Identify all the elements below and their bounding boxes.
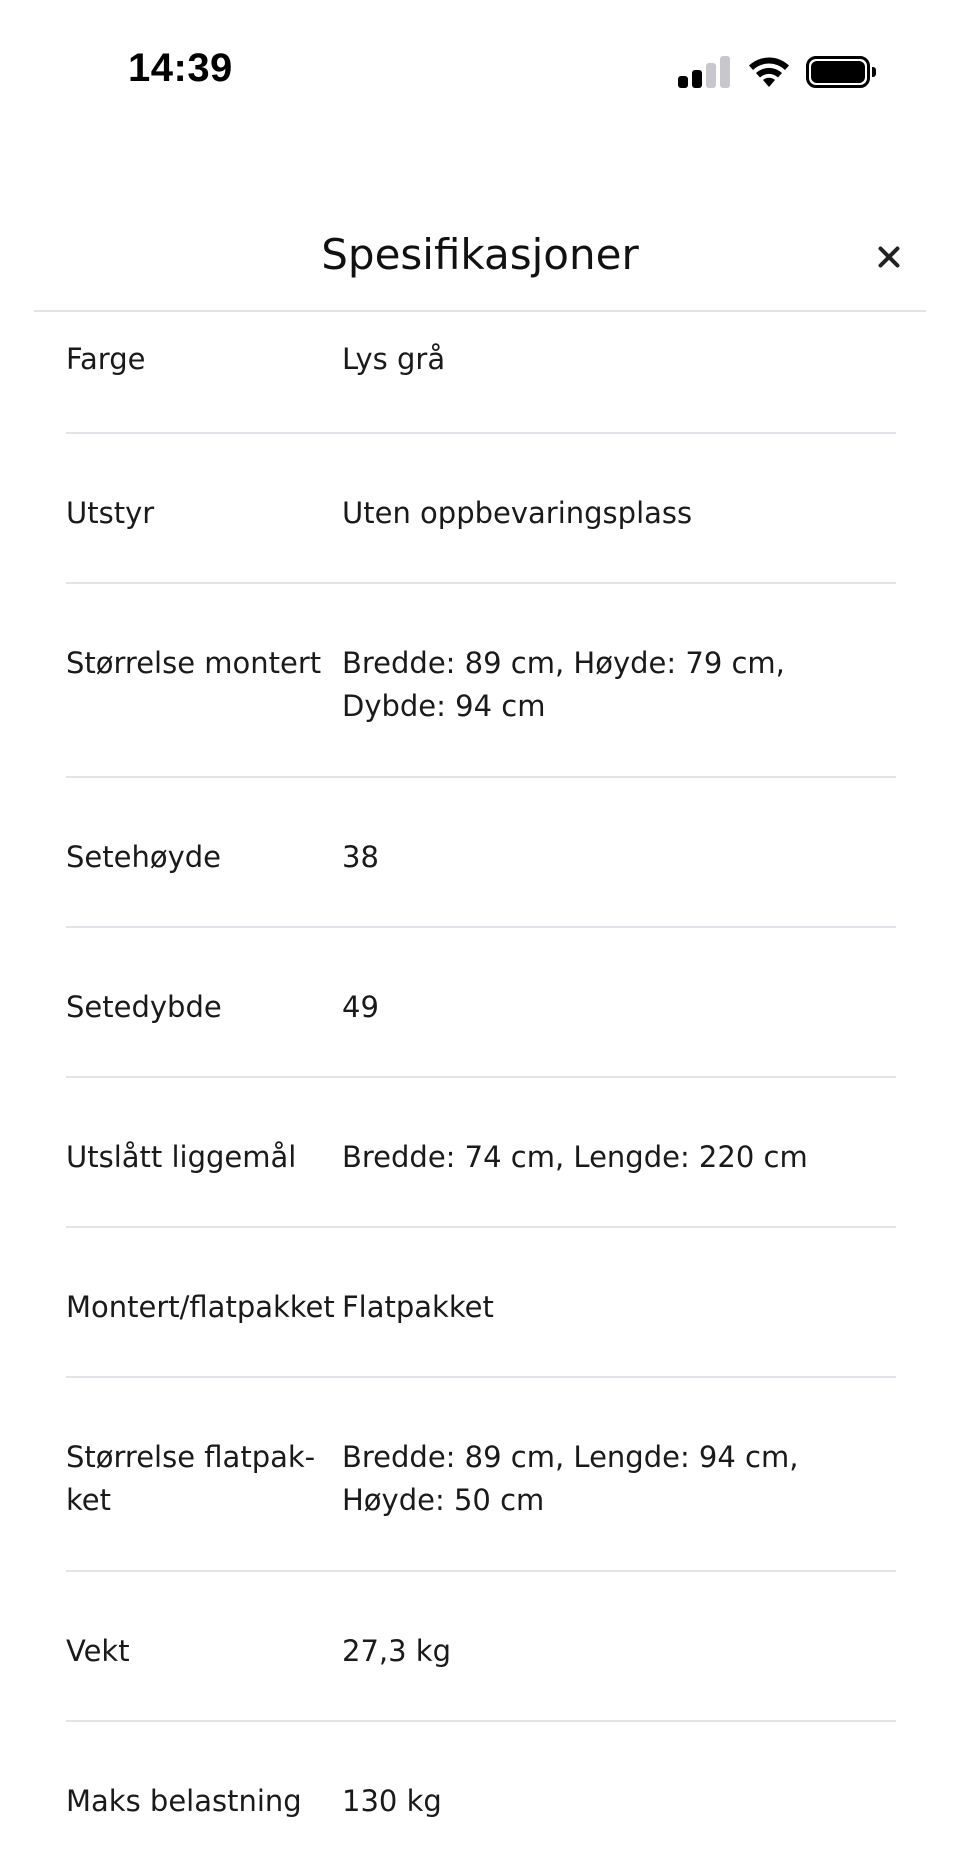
spec-label: Maks belastning	[66, 1784, 302, 1818]
spec-label: Utslått liggemål	[66, 1140, 297, 1174]
modal-header	[34, 200, 926, 312]
spec-row	[66, 778, 896, 928]
spec-label: Størrelse montert	[66, 646, 322, 680]
spec-value: 49	[342, 990, 379, 1024]
status-time: 14:39	[128, 46, 233, 90]
page-title: Spesifikasjoner	[321, 230, 639, 279]
spec-row	[66, 1378, 896, 1572]
spec-row	[66, 1722, 896, 1842]
spec-row	[66, 314, 896, 434]
spec-value: 38	[342, 840, 379, 874]
spec-row	[66, 584, 896, 778]
spec-row	[66, 1228, 896, 1378]
spec-row	[66, 928, 896, 1078]
battery-icon	[806, 56, 876, 88]
spec-label: Utstyr	[66, 496, 155, 530]
spec-row	[66, 434, 896, 584]
spec-label: Farge	[66, 342, 146, 376]
spec-label: Setedybde	[66, 990, 222, 1024]
close-icon[interactable]	[872, 240, 906, 274]
status-icons	[678, 52, 876, 88]
spec-label: Setehøyde	[66, 840, 221, 874]
cellular-signal-icon	[678, 56, 732, 88]
spec-value: Lys grå	[342, 342, 446, 376]
spec-label: Størrelse flatpakket	[66, 1440, 316, 1517]
spec-row	[66, 1078, 896, 1228]
spec-row	[66, 1572, 896, 1722]
spec-label: Montert/flatpakket	[66, 1290, 335, 1324]
spec-value: Bredde: 74 cm, Lengde: 220 cm	[342, 1140, 808, 1174]
status-bar	[0, 0, 960, 150]
spec-value: Bredde: 89 cm, Høyde: 79 cm, Dybde: 94 cm	[342, 646, 785, 723]
spec-value: Bredde: 89 cm, Lengde: 94 cm, Høyde: 50 cm	[342, 1440, 799, 1517]
spec-label: Vekt	[66, 1634, 130, 1668]
spec-value: Uten oppbevaringsplass	[342, 496, 693, 530]
spec-list	[66, 314, 896, 1842]
spec-value: Flatpakket	[342, 1290, 494, 1324]
wifi-icon	[746, 54, 792, 88]
spec-value: 27,3 kg	[342, 1634, 451, 1668]
spec-value: 130 kg	[342, 1784, 442, 1818]
